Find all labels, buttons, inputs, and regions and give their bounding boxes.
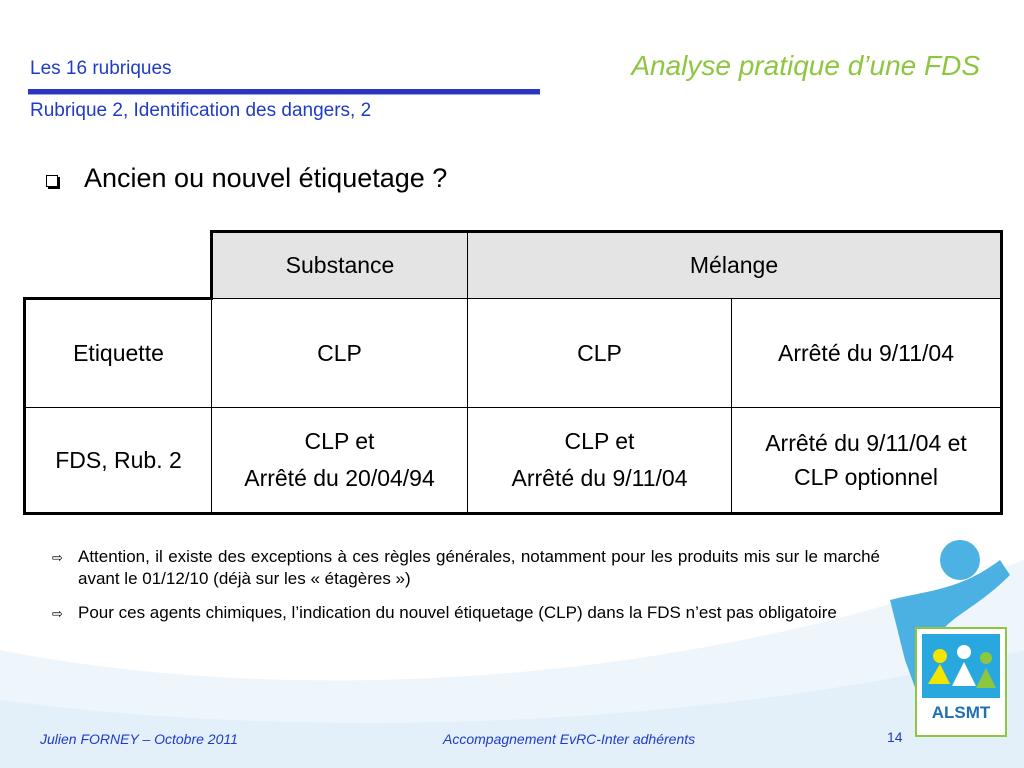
main-bullet [46,163,447,194]
page-number: 14 [887,729,903,745]
cell-fds-melange-arrete: Arrêté du 9/11/04 et CLP optionnel [732,408,1002,514]
cell-etiquette-melange-clp: CLP [468,299,732,408]
labelling-table [23,230,1003,515]
header-melange: Mélange [468,232,1002,299]
list-item: ⇨ Attention, il existe des exceptions à ces règles générales, notamment pour les produits mis sur le marché avant le 01/12/10 (déjà sur les « étagères ») [52,547,880,588]
table-row [25,408,1002,514]
table-row [25,299,1002,408]
arrow-bullet-icon: ⇨ [52,550,63,565]
footer-author: Julien FORNEY – Octobre 2011 [40,731,238,747]
cell-fds-melange-clp: CLP et Arrêté du 9/11/04 [468,408,732,514]
alsmt-logo [914,626,1008,738]
logo-text: ALSMT [931,703,991,722]
subsection-title: Rubrique 2, Identification des dangers, 2 [30,100,372,121]
row-label-fds: FDS, Rub. 2 [25,408,212,514]
row-label-etiquette: Etiquette [25,299,212,408]
cell-etiquette-melange-arrete: Arrêté du 9/11/04 [732,299,1002,408]
table-header-row [25,232,1002,299]
cell-etiquette-substance: CLP [212,299,468,408]
square-bullet-icon [46,175,58,187]
footer-center: Accompagnement EvRC-Inter adhérents [443,731,696,747]
arrow-bullet-icon: ⇨ [52,606,63,621]
notes-list [52,546,880,637]
main-bullet-text: Ancien ou nouvel étiquetage ? [84,163,448,193]
slide-title: Analyse pratique d’une FDS [631,50,980,81]
section-title: Les 16 rubriques [30,58,172,79]
header-divider [28,89,540,95]
cell-fds-substance: CLP et Arrêté du 20/04/94 [212,408,468,514]
list-item: ⇨ Pour ces agents chimiques, l’indication du nouvel étiquetage (CLP) dans la FDS n’est pas obligatoire [52,602,880,625]
header-substance: Substance [212,232,468,299]
table-corner [25,232,212,299]
